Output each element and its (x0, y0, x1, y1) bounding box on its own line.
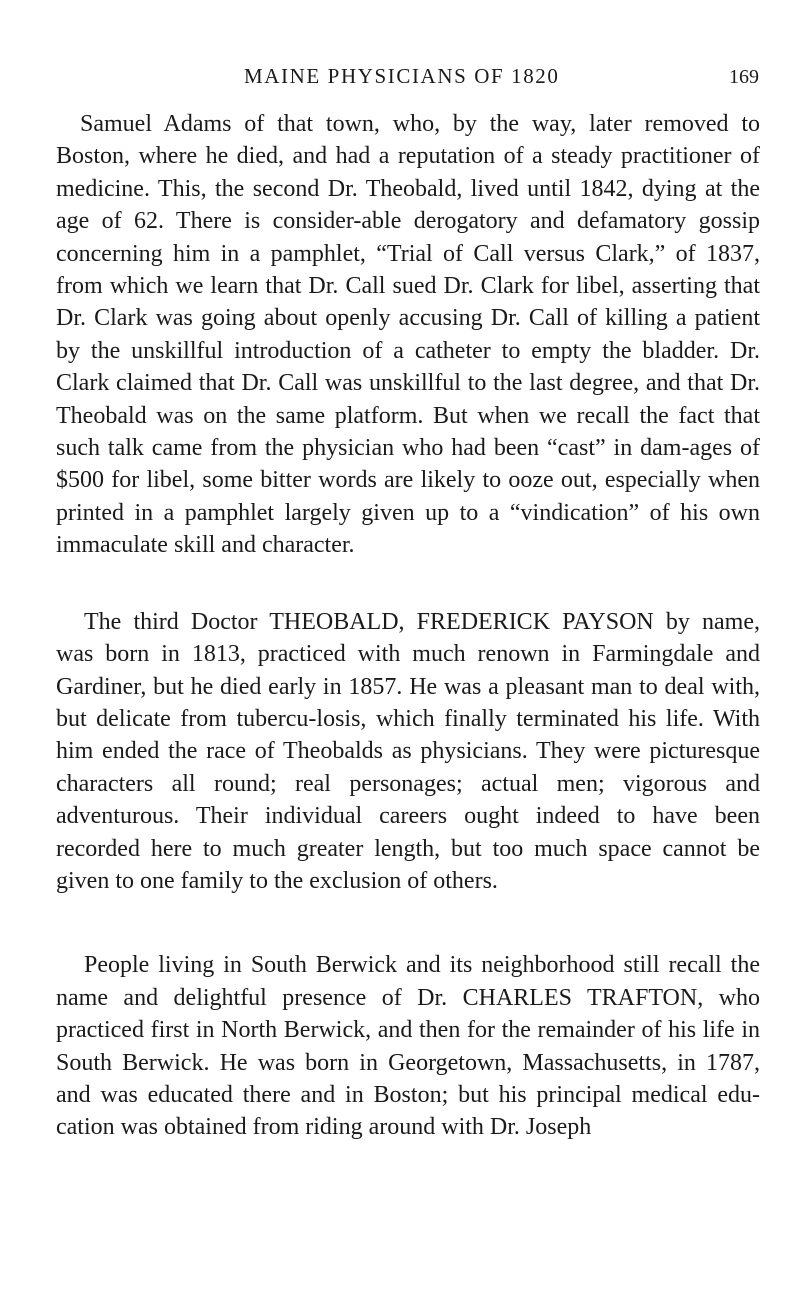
paragraph-theobald-third: The third Doctor THEOBALD, FREDERICK PAYSON by name, was born in 1813, practiced with much renown in Farmingdale and Gardiner, but he died early in 1857. He was a pleasant man to deal with, but delicate from tubercu-losis, which finally terminated his life. With him ended the race of Theobalds as physicians. They were picturesque characters all round; real personages; actual men; vigorous and adventurous. Their individual careers ought indeed to have been recorded here to much greater length, but too much space cannot be given to one family to the exclusion of others. (56, 608, 760, 894)
paragraph-trafton: People living in South Berwick and its neighborhood still recall the name and delightful presence of Dr. CHARLES TRAFTON, who practiced first in North Berwick, and then for the remainder of his life in South Berwick. He was born in Georgetown, Massachusetts, in 1787, and was educated there and in Boston; but his principal medical edu-cation was obtained from riding around with Dr. Joseph (56, 952, 760, 1141)
running-head (0, 64, 801, 94)
running-title: MAINE PHYSICIANS OF 1820 (244, 64, 560, 88)
page-number: 169 (729, 66, 759, 88)
paragraph-theobald-second: Samuel Adams of that town, who, by the way, later removed to Boston, where he died, and had a reputation of a steady practitioner of medicine. This, the second Dr. Theobald, lived until 1842, dying at the age of 62. There is consider-able derogatory and defamatory gossip concerning him in a pamphlet, “Trial of Call versus Clark,” of 1837, from which we learn that Dr. Call sued Dr. Clark for libel, asserting that Dr. Clark was going about openly accusing Dr. Call of killing a patient by the unskillful introduction of a catheter to empty the bladder. Dr. Clark claimed that Dr. Call was unskillful to the last degree, and that Dr. Theobald was on the same platform. But when we recall the fact that such talk came from the physician who had been “cast” in dam-ages of $500 for libel, some bitter words are likely to ooze out, especially when printed in a pamphlet largely given up to a “vindication” of his own immaculate skill and character. (56, 111, 760, 559)
body-text (56, 108, 760, 1144)
